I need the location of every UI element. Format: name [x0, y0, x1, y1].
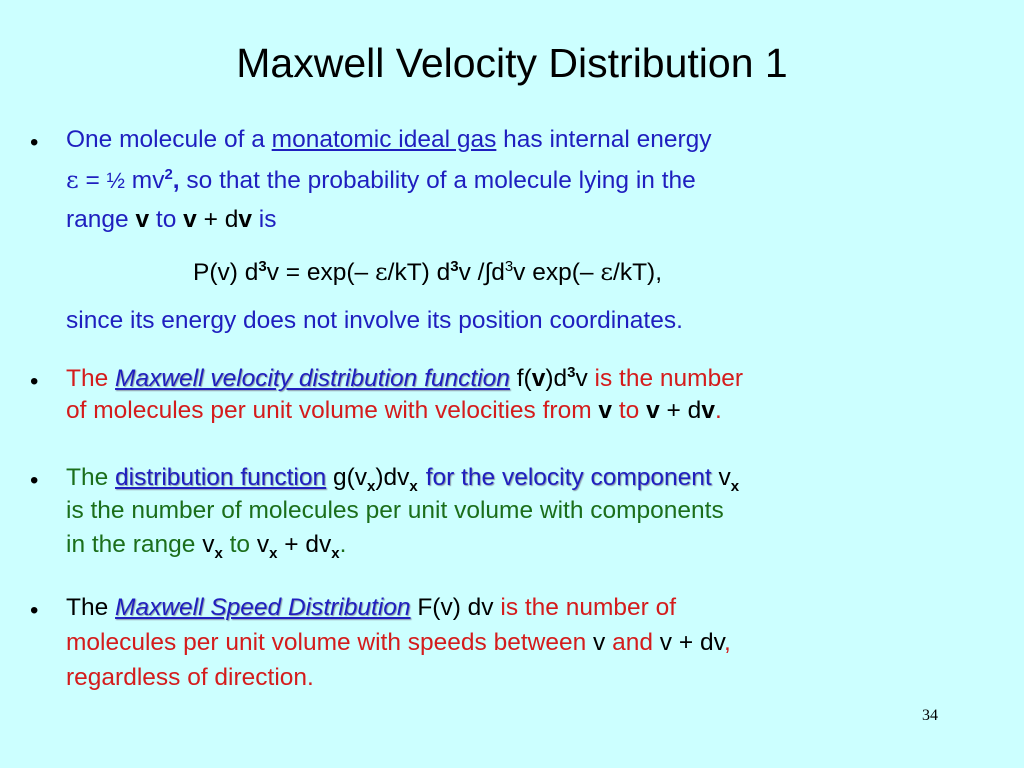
bullet-1-equation — [193, 257, 663, 286]
bullet-1-line-5: since its energy does not involve its position coordinates. — [66, 307, 683, 334]
maxwell-velocity-distribution-function-link[interactable]: Maxwell velocity distribution function — [115, 365, 510, 392]
text: /kT), — [613, 259, 663, 286]
subscript: x — [409, 477, 418, 495]
vector-v: v — [646, 397, 660, 424]
text: + dv — [277, 531, 332, 558]
vector-v: v — [238, 206, 252, 233]
monatomic-ideal-gas-link[interactable]: monatomic ideal gas — [271, 126, 497, 153]
superscript: 3 — [567, 363, 576, 381]
text: /kT) d — [387, 259, 451, 286]
superscript: 3 — [450, 257, 459, 275]
text: v /∫d — [458, 259, 505, 286]
superscript: 3 — [258, 257, 267, 275]
bullet-1-marker: • — [30, 129, 39, 156]
bullet-1-line-2 — [66, 165, 696, 194]
text: = — [78, 167, 107, 194]
vector-v: v — [135, 206, 150, 233]
subscript: x — [269, 544, 278, 562]
superscript: 3 — [504, 257, 514, 275]
bullet-1-line-1 — [66, 128, 712, 153]
vector-v: v — [183, 206, 197, 233]
bullet-2-line-2 — [66, 399, 722, 424]
bullet-3-line-3 — [66, 531, 347, 562]
vector-v: v — [598, 397, 613, 424]
text: , — [172, 167, 180, 194]
bullet-2-marker: • — [30, 368, 39, 395]
text: P(v) d — [193, 259, 259, 286]
text: F(v) dv — [410, 594, 494, 621]
bullet-4-line-3: regardless of direction. — [66, 664, 314, 691]
subscript: x — [214, 544, 223, 562]
subscript: x — [730, 477, 740, 495]
text: so that the probability of a molecule lying in the — [179, 167, 696, 194]
subscript: x — [331, 544, 340, 562]
vector-v: v — [701, 397, 715, 424]
epsilon-symbol: ε — [600, 257, 614, 286]
text: f( — [509, 365, 532, 392]
epsilon-symbol: ε — [374, 257, 388, 286]
text: mv — [124, 167, 165, 194]
text: v exp(– — [513, 259, 601, 286]
slide-title: Maxwell Velocity Distribution 1 — [236, 40, 788, 86]
text: is — [252, 206, 277, 233]
text: v + dv — [659, 629, 725, 656]
text: )dv — [375, 464, 410, 491]
text: . — [339, 531, 347, 558]
text: . — [714, 397, 722, 424]
text: has internal energy — [496, 126, 712, 153]
text: and — [605, 629, 660, 656]
text: in the range — [66, 531, 203, 558]
bullet-3-marker: • — [30, 467, 39, 494]
velocity-component-phrase: for the velocity component — [425, 464, 712, 491]
half-symbol: ½ — [106, 168, 125, 193]
superscript: 2 — [164, 165, 173, 183]
text: )d — [545, 365, 568, 392]
subscript: x — [366, 477, 376, 495]
text: One molecule of a — [66, 126, 272, 153]
bullet-1-line-3 — [66, 208, 277, 233]
bullet-4-line-2 — [66, 631, 731, 656]
text: v — [711, 464, 731, 491]
text: + d — [196, 206, 239, 233]
bullet-3-line-1 — [66, 464, 740, 495]
text: to — [222, 531, 257, 558]
text: v = exp(– — [266, 259, 375, 286]
bullet-2-line-1 — [66, 363, 743, 392]
text: , — [724, 629, 731, 656]
bullet-3-line-2: is the number of molecules per unit volume with components — [66, 497, 724, 524]
text: The — [66, 594, 116, 621]
text: v — [256, 531, 270, 558]
text: to — [612, 397, 647, 424]
text: to — [149, 206, 184, 233]
vector-v: v — [531, 365, 546, 392]
text: v — [575, 365, 588, 392]
text: of molecules per unit volume with velocities from — [66, 397, 599, 424]
text: The — [66, 464, 116, 491]
maxwell-speed-distribution-link[interactable]: Maxwell Speed Distribution — [115, 594, 411, 621]
bullet-4-marker: • — [30, 597, 39, 624]
text: The — [66, 365, 116, 392]
page-number: 34 — [922, 707, 938, 724]
text: + d — [659, 397, 702, 424]
epsilon-symbol: ε — [66, 165, 79, 194]
text: range — [66, 206, 136, 233]
text: g(v — [326, 464, 367, 491]
text: is the number — [587, 365, 743, 392]
text: is the number of — [493, 594, 677, 621]
text: molecules per unit volume with speeds between — [66, 629, 594, 656]
text: v — [202, 531, 215, 558]
text: v — [593, 629, 606, 656]
bullet-4-line-1 — [66, 596, 676, 621]
distribution-function-link[interactable]: distribution function — [115, 464, 327, 491]
